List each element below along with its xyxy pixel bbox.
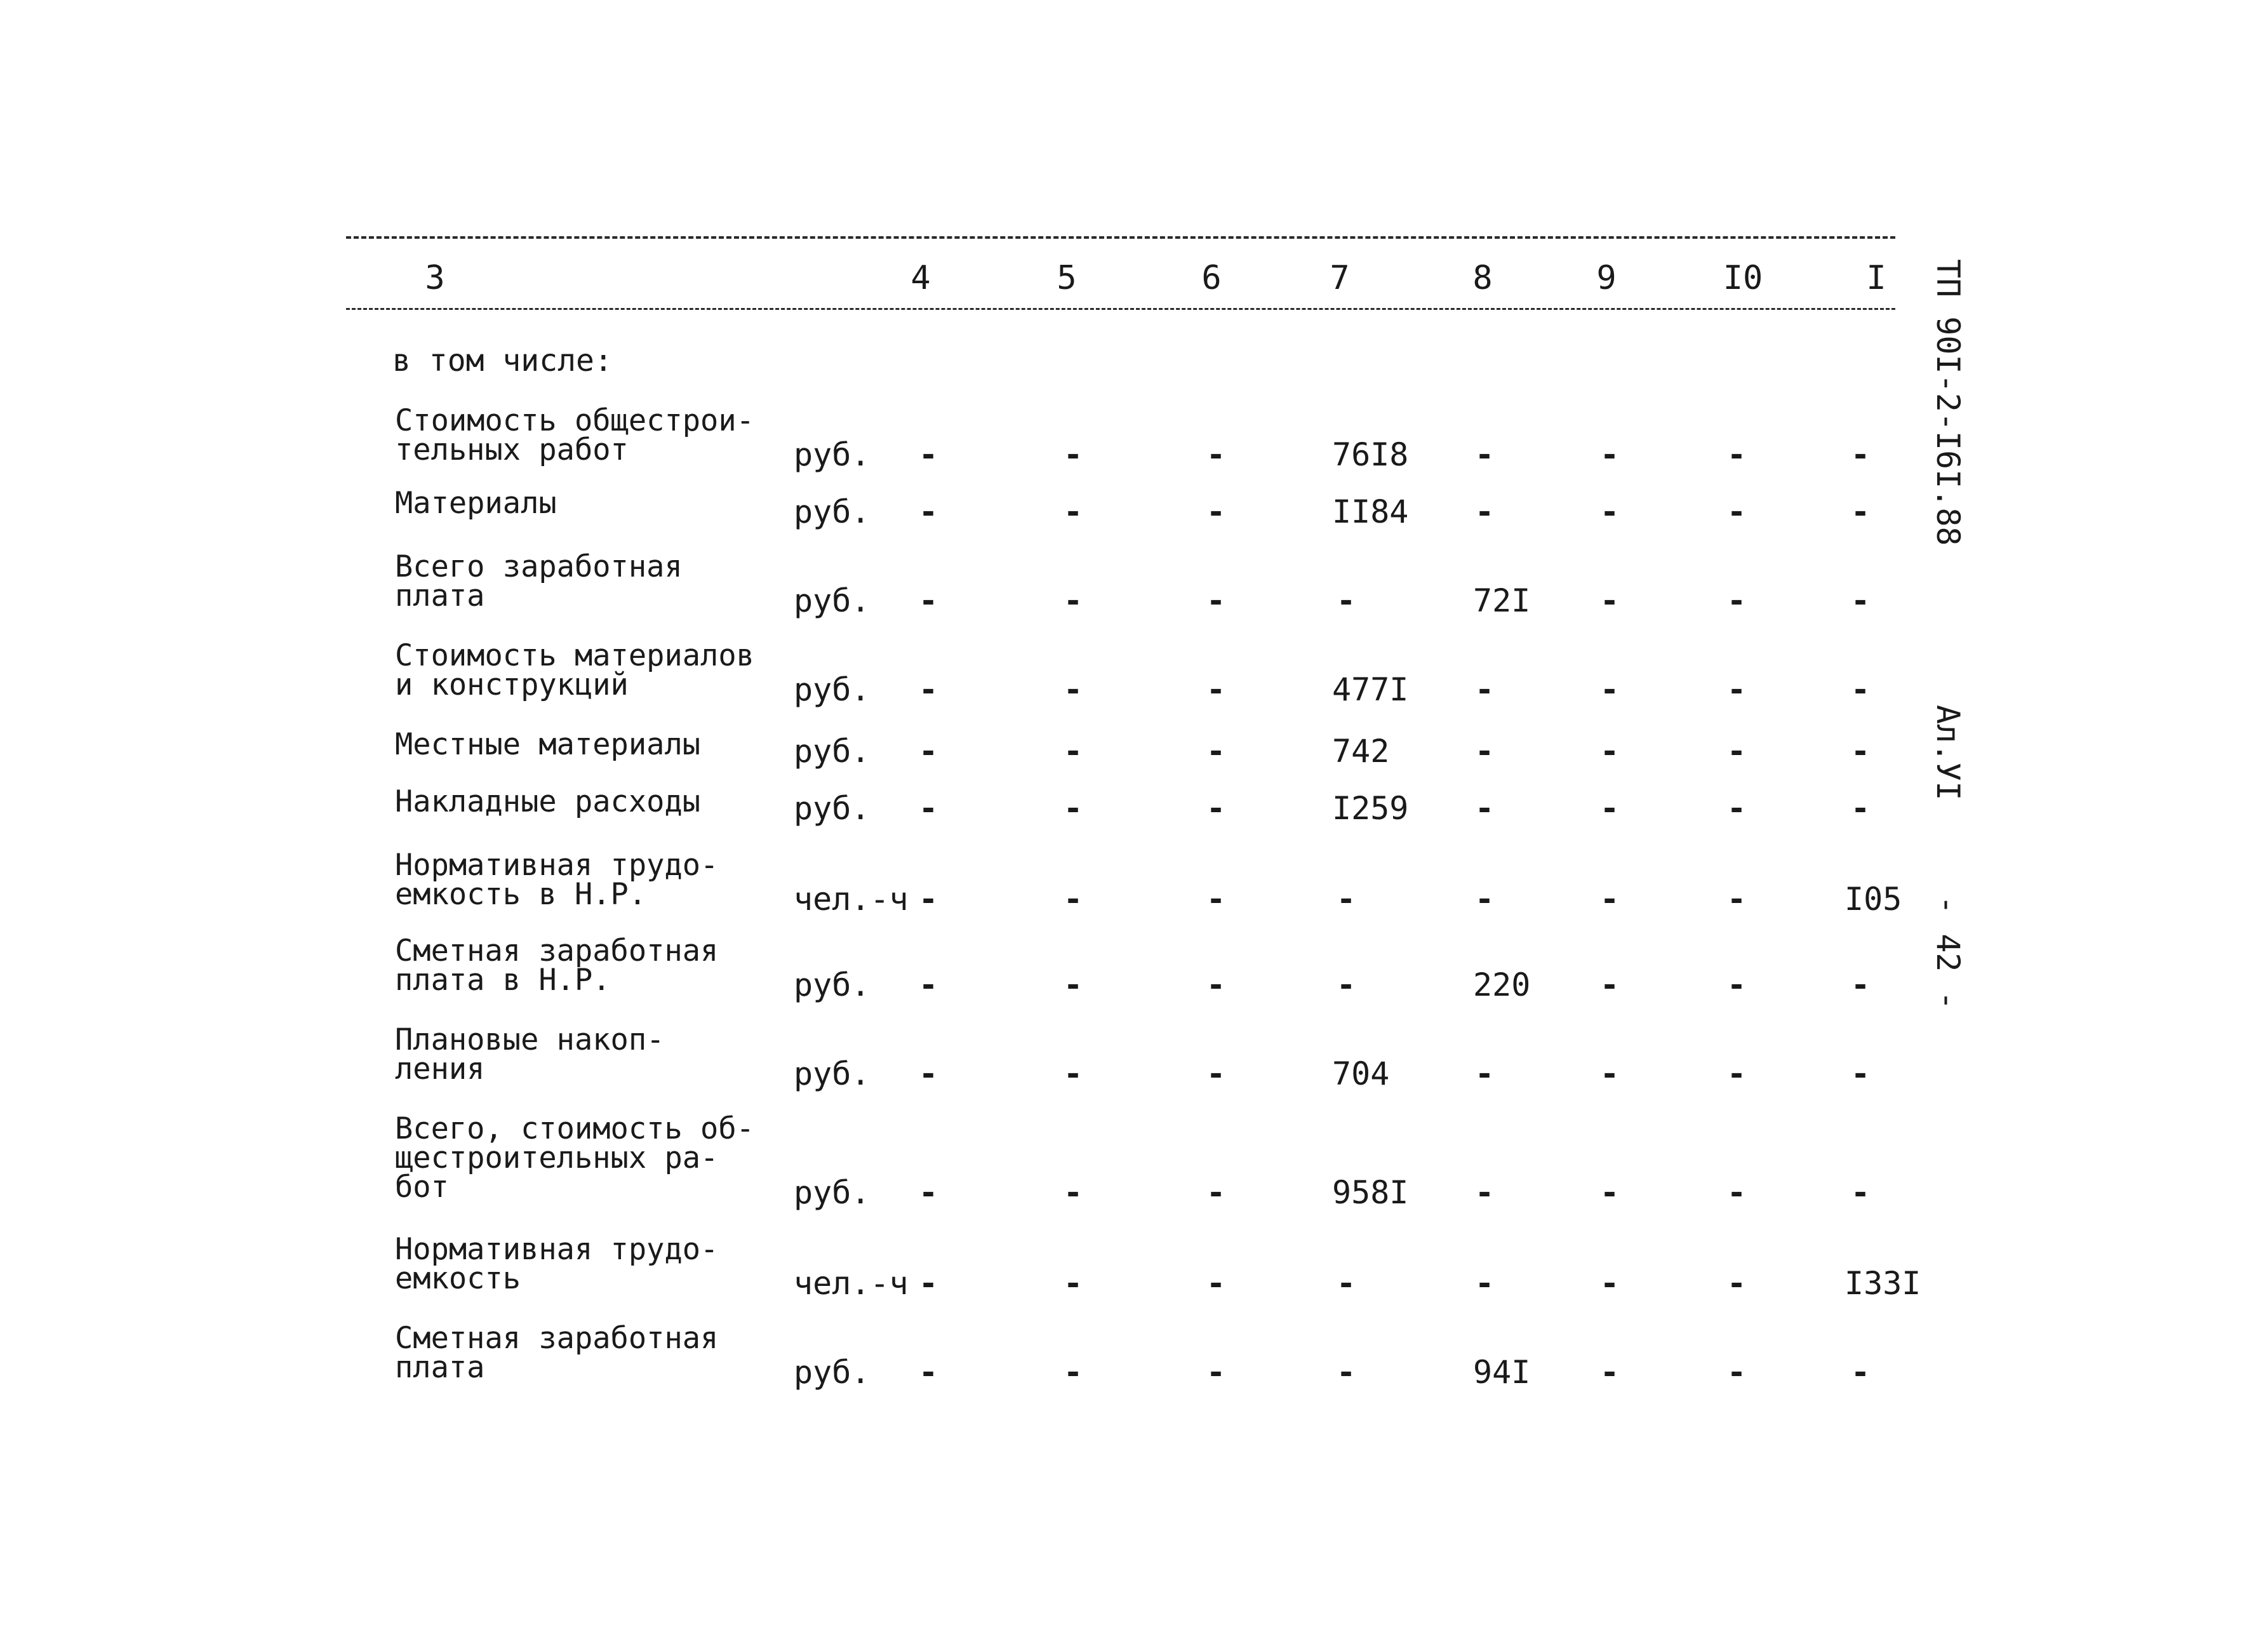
- dash-cell: -: [1599, 790, 1620, 827]
- row-label: Нормативная трудо- емкость: [395, 1232, 719, 1296]
- dash-cell: -: [918, 1055, 938, 1092]
- dash-cell: -: [1850, 1174, 1871, 1211]
- dash-cell: -: [1063, 1265, 1083, 1302]
- dash-cell: -: [1726, 733, 1747, 770]
- row-label: Местные материалы: [395, 727, 701, 762]
- dash-cell: -: [1474, 436, 1495, 473]
- column-header-10: I0: [1723, 259, 1763, 297]
- dash-cell: -: [1599, 881, 1620, 918]
- dash-cell: -: [1850, 582, 1871, 619]
- value-cell: 742: [1332, 733, 1390, 770]
- dash-cell: -: [1850, 436, 1871, 473]
- dash-cell: -: [1206, 493, 1226, 530]
- dash-cell: -: [1063, 1174, 1083, 1211]
- dash-cell: -: [1599, 733, 1620, 770]
- row-unit: руб.: [794, 582, 871, 619]
- document-code: ТП 90I-2-I6I.88: [1930, 259, 1966, 546]
- row-label: Сметная заработная плата: [395, 1321, 719, 1385]
- dash-cell: -: [1726, 1174, 1747, 1211]
- dash-cell: -: [1726, 671, 1747, 708]
- column-header-3: 3: [425, 259, 445, 297]
- dash-cell: -: [918, 1174, 938, 1211]
- dash-cell: -: [1063, 966, 1083, 1003]
- value-cell: I33I: [1844, 1265, 1921, 1302]
- dash-cell: -: [1599, 436, 1620, 473]
- dash-cell: -: [1599, 1354, 1620, 1391]
- dash-cell: -: [1474, 1174, 1495, 1211]
- dash-cell: -: [1063, 671, 1083, 708]
- dash-cell: -: [1599, 1055, 1620, 1092]
- dash-cell: -: [918, 881, 938, 918]
- dash-cell: -: [1206, 1055, 1226, 1092]
- dash-cell: -: [1336, 582, 1356, 619]
- dash-cell: -: [1206, 436, 1226, 473]
- dash-cell: -: [1599, 582, 1620, 619]
- dash-cell: -: [918, 1265, 938, 1302]
- row-label: Сметная заработная плата в Н.Р.: [395, 933, 719, 998]
- row-label: Накладные расходы: [395, 784, 701, 819]
- dash-cell: -: [1599, 1174, 1620, 1211]
- row-unit: руб.: [794, 733, 871, 770]
- table-top-rule: [346, 236, 1895, 239]
- dash-cell: -: [1063, 582, 1083, 619]
- dash-cell: -: [1474, 881, 1495, 918]
- dash-cell: -: [1474, 1055, 1495, 1092]
- column-header-8: 8: [1472, 259, 1493, 297]
- value-cell: 704: [1332, 1055, 1390, 1092]
- dash-cell: -: [1850, 493, 1871, 530]
- dash-cell: -: [918, 436, 938, 473]
- dash-cell: -: [1063, 733, 1083, 770]
- column-header-7: 7: [1330, 259, 1350, 297]
- dash-cell: -: [1726, 493, 1747, 530]
- dash-cell: -: [1206, 1354, 1226, 1391]
- dash-cell: -: [1474, 1265, 1495, 1302]
- row-label: Стоимость общестрои- тельных работ: [395, 403, 754, 467]
- dash-cell: -: [918, 733, 938, 770]
- row-label: Нормативная трудо- емкость в Н.Р.: [395, 848, 719, 912]
- dash-cell: -: [1599, 493, 1620, 530]
- album-number: Ал.УI: [1930, 704, 1966, 801]
- column-header-9: 9: [1596, 259, 1617, 297]
- dash-cell: -: [1206, 671, 1226, 708]
- row-unit: руб.: [794, 436, 871, 473]
- row-unit: руб.: [794, 1174, 871, 1211]
- dash-cell: -: [1850, 671, 1871, 708]
- dash-cell: -: [1206, 966, 1226, 1003]
- dash-cell: -: [1850, 1055, 1871, 1092]
- dash-cell: -: [1063, 1354, 1083, 1391]
- dash-cell: -: [1336, 881, 1356, 918]
- dash-cell: -: [1599, 966, 1620, 1003]
- dash-cell: -: [1063, 436, 1083, 473]
- table-header-rule: [346, 308, 1895, 310]
- dash-cell: -: [1726, 790, 1747, 827]
- value-cell: 76I8: [1332, 436, 1409, 473]
- dash-cell: -: [1726, 1354, 1747, 1391]
- dash-cell: -: [918, 1354, 938, 1391]
- side-stamp: [1929, 259, 1967, 1010]
- column-header-4: 4: [911, 259, 931, 297]
- dash-cell: -: [1063, 881, 1083, 918]
- value-cell: I05: [1844, 881, 1902, 918]
- dash-cell: -: [1336, 1265, 1356, 1302]
- row-unit: руб.: [794, 671, 871, 708]
- dash-cell: -: [1850, 966, 1871, 1003]
- value-cell: I259: [1332, 790, 1409, 827]
- row-label: Всего заработная плата: [395, 549, 683, 613]
- dash-cell: -: [1850, 1354, 1871, 1391]
- dash-cell: -: [1063, 493, 1083, 530]
- row-unit: руб.: [794, 493, 871, 530]
- dash-cell: -: [1850, 733, 1871, 770]
- row-label: Плановые накоп- ления: [395, 1022, 665, 1087]
- column-header-11: I: [1866, 259, 1886, 297]
- dash-cell: -: [918, 582, 938, 619]
- dash-cell: -: [1726, 966, 1747, 1003]
- value-cell: 477I: [1332, 671, 1409, 708]
- dash-cell: -: [1063, 790, 1083, 827]
- dash-cell: -: [918, 966, 938, 1003]
- row-label: Материалы: [395, 486, 557, 521]
- value-cell: 72I: [1473, 582, 1531, 619]
- dash-cell: -: [1206, 1265, 1226, 1302]
- dash-cell: -: [1206, 733, 1226, 770]
- dash-cell: -: [1599, 671, 1620, 708]
- dash-cell: -: [1206, 881, 1226, 918]
- dash-cell: -: [918, 790, 938, 827]
- value-cell: 94I: [1473, 1354, 1531, 1391]
- column-header-5: 5: [1057, 259, 1077, 297]
- row-unit: руб.: [794, 790, 871, 827]
- dash-cell: -: [1206, 790, 1226, 827]
- row-label: Стоимость материалов и конструкций: [395, 638, 754, 702]
- dash-cell: -: [1474, 790, 1495, 827]
- row-unit: чел.-ч: [794, 881, 909, 918]
- subheading: в том числе:: [392, 343, 613, 378]
- dash-cell: -: [1726, 582, 1747, 619]
- value-cell: 220: [1473, 966, 1531, 1003]
- value-cell: 958I: [1332, 1174, 1409, 1211]
- dash-cell: -: [1063, 1055, 1083, 1092]
- column-header-6: 6: [1201, 259, 1222, 297]
- page-number: - 42 -: [1930, 895, 1966, 1010]
- dash-cell: -: [1474, 733, 1495, 770]
- dash-cell: -: [1726, 881, 1747, 918]
- row-unit: руб.: [794, 1055, 871, 1092]
- value-cell: II84: [1332, 493, 1409, 530]
- row-unit: чел.-ч: [794, 1265, 909, 1302]
- dash-cell: -: [918, 493, 938, 530]
- dash-cell: -: [1726, 1055, 1747, 1092]
- dash-cell: -: [1474, 671, 1495, 708]
- dash-cell: -: [1850, 790, 1871, 827]
- dash-cell: -: [1336, 1354, 1356, 1391]
- dash-cell: -: [1206, 1174, 1226, 1211]
- dash-cell: -: [1726, 436, 1747, 473]
- dash-cell: -: [1726, 1265, 1747, 1302]
- row-unit: руб.: [794, 966, 871, 1003]
- row-unit: руб.: [794, 1354, 871, 1391]
- dash-cell: -: [1206, 582, 1226, 619]
- dash-cell: -: [1474, 493, 1495, 530]
- dash-cell: -: [1599, 1265, 1620, 1302]
- row-label: Всего, стоимость об- щестроительных ра- бот: [395, 1111, 754, 1205]
- dash-cell: -: [918, 671, 938, 708]
- dash-cell: -: [1336, 966, 1356, 1003]
